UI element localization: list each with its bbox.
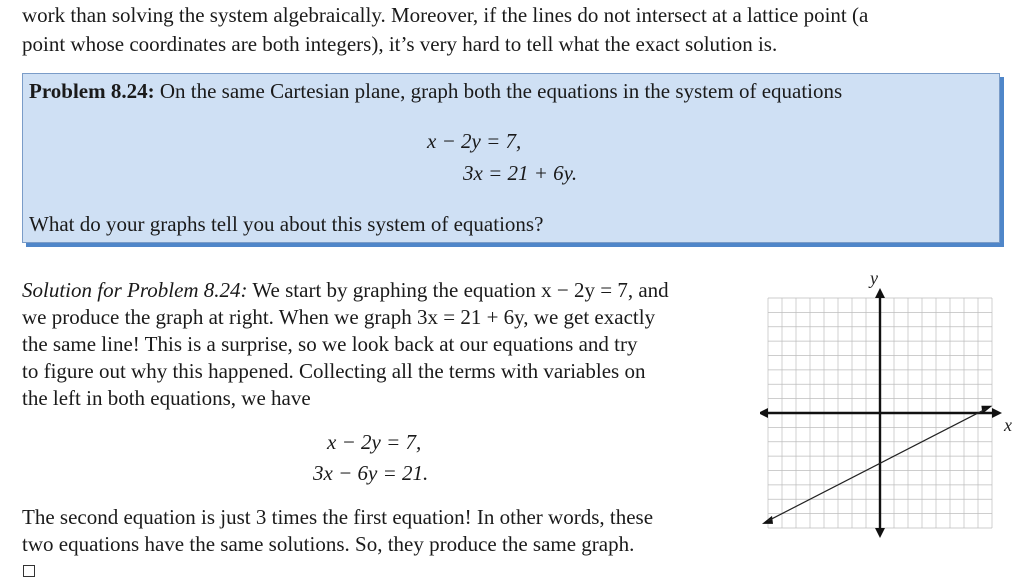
graph-x-label: x [1004, 415, 1012, 435]
x-axis-arrow-right-icon [992, 408, 1002, 418]
problem-statement-text: On the same Cartesian plane, graph both the equations in the system of equations [154, 79, 843, 103]
graph-line-arrow-icon [762, 516, 773, 524]
solution-line-2: we produce the graph at right. When we graph 3x = 21 + 6y, we get exactly [22, 305, 656, 329]
solution-equation-2: 3x − 6y = 21. [313, 461, 429, 485]
problem-equation-2: 3x = 21 + 6y. [463, 161, 578, 185]
solution-line-1 [22, 277, 669, 303]
problem-equation-1: x − 2y = 7, [427, 129, 522, 153]
graph-y-label: y [870, 270, 878, 288]
graph-canvas [760, 270, 1024, 540]
graph-line [768, 409, 986, 521]
solution-line-6: The second equation is just 3 times the first equation! In other words, these [22, 505, 654, 529]
problem-statement [29, 78, 842, 104]
y-axis-arrow-up-icon [875, 288, 885, 298]
x-axis-arrow-left-icon [760, 408, 768, 418]
intro-line-1: work than solving the system algebraically. Moreover, if the lines do not intersect at a lattice point (a [22, 3, 869, 27]
graph [760, 270, 1024, 540]
y-axis-arrow-down-icon [875, 528, 885, 538]
problem-question: What do your graphs tell you about this system of equations? [29, 212, 544, 236]
problem-box [22, 73, 1000, 243]
solution-equation-1: x − 2y = 7, [327, 430, 422, 454]
qed-square-icon [23, 565, 35, 577]
solution-line-3: the same line! This is a surprise, so we look back at our equations and try [22, 332, 638, 356]
problem-label: Problem 8.24: [29, 79, 155, 103]
solution-line-1-text: We start by graphing the equation x − 2y = 7, and [247, 278, 669, 302]
solution-line-7: two equations have the same solutions. So, they produce the same graph. [22, 532, 635, 556]
solution-line-5: the left in both equations, we have [22, 386, 311, 410]
intro-line-2: point whose coordinates are both integers), it’s very hard to tell what the exact solution is. [22, 32, 778, 56]
solution-lead: Solution for Problem 8.24: [22, 278, 248, 302]
solution-line-4: to figure out why this happened. Collecting all the terms with variables on [22, 359, 646, 383]
